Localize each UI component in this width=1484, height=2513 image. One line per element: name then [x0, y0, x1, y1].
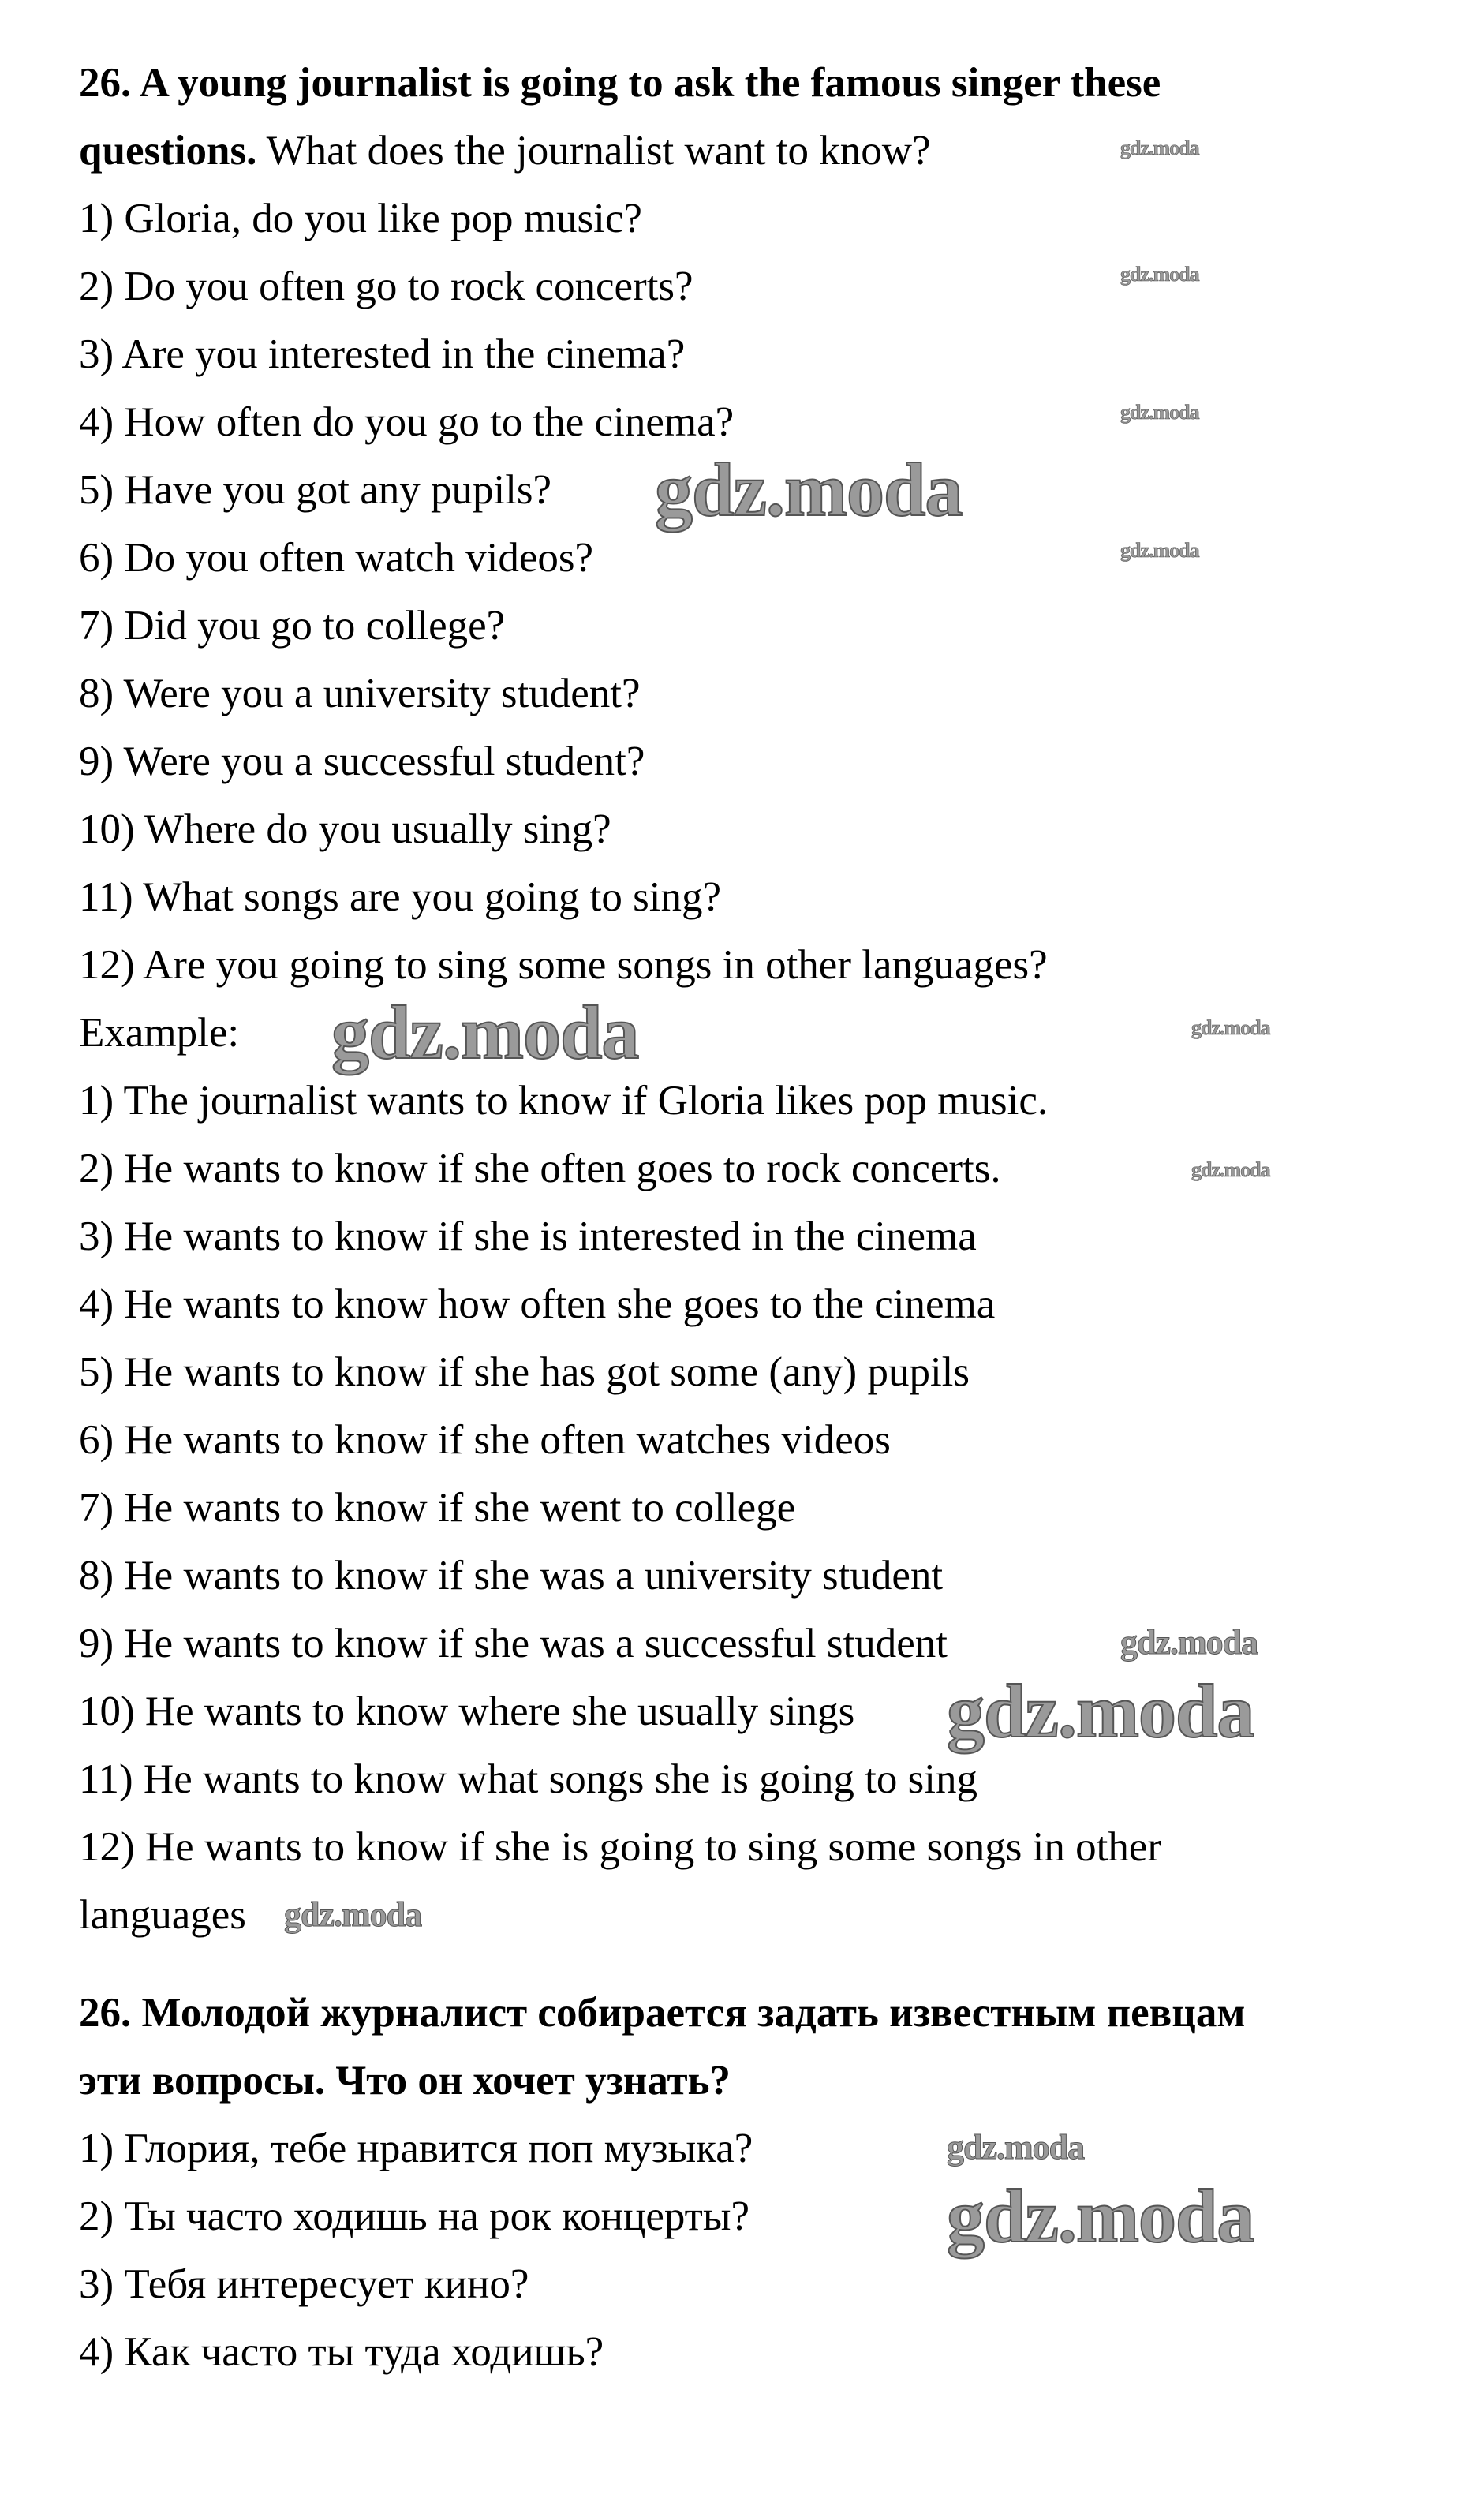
- russian-title: 26. Молодой журналист собирается задать известным певцам: [79, 1990, 1246, 2036]
- russian-question: 4) Как часто ты туда ходишь?: [79, 2329, 604, 2375]
- watermark: gdz.moda: [1120, 136, 1199, 159]
- document-page: [79, 49, 1245, 2386]
- watermark: gdz.moda: [655, 447, 963, 532]
- answer: 3) He wants to know if she is interested in the cinema: [79, 1213, 977, 1259]
- russian-question: 2) Ты часто ходишь на рок концерты?: [79, 2193, 749, 2239]
- question: 11) What songs are you going to sing?: [79, 874, 722, 920]
- answer: 8) He wants to know if she was a university student: [79, 1553, 944, 1599]
- title-rest: What does the journalist want to know?: [256, 128, 931, 174]
- answer: 5) He wants to know if she has got some (any) pupils: [79, 1349, 970, 1395]
- watermark: gdz.moda: [1120, 401, 1199, 424]
- watermark: gdz.moda: [947, 1669, 1254, 1753]
- question: 3) Are you interested in the cinema?: [79, 331, 686, 377]
- question: 2) Do you often go to rock concerts?: [79, 264, 693, 309]
- answer: 4) He wants to know how often she goes to the cinema: [79, 1281, 996, 1327]
- question: 7) Did you go to college?: [79, 603, 506, 649]
- watermark: gdz.moda: [1120, 539, 1199, 562]
- question: 9) Were you a successful student?: [79, 739, 645, 784]
- exercise-title-cont: [79, 117, 931, 185]
- exercise-title: [79, 49, 1161, 117]
- answer: 9) He wants to know if she was a successful student: [79, 1621, 948, 1666]
- watermark: gdz.moda: [331, 990, 639, 1075]
- russian-title-cont: эти вопросы. Что он хочет узнать?: [79, 2058, 731, 2104]
- answer: 12) He wants to know if she is going to sing some songs in other: [79, 1824, 1162, 1870]
- watermark: gdz.moda: [947, 2174, 1254, 2258]
- question: 8) Were you a university student?: [79, 671, 641, 716]
- answer: 7) He wants to know if she went to college: [79, 1485, 796, 1531]
- question: 10) Where do you usually sing?: [79, 806, 611, 852]
- russian-question: 3) Тебя интересует кино?: [79, 2261, 529, 2307]
- watermark: gdz.moda: [1120, 263, 1199, 286]
- example-label: Example:: [79, 1010, 240, 1056]
- watermark: gdz.moda: [1120, 1623, 1258, 1662]
- question: 12) Are you going to sing some songs in other languages?: [79, 942, 1048, 988]
- answer: 2) He wants to know if she often goes to rock concerts.: [79, 1146, 1001, 1191]
- question: 4) How often do you go to the cinema?: [79, 399, 735, 445]
- title-bold-2: questions.: [79, 128, 257, 174]
- watermark: gdz.moda: [1191, 1016, 1270, 1039]
- watermark: gdz.moda: [947, 2128, 1085, 2167]
- question: 5) Have you got any pupils?: [79, 467, 552, 513]
- answer: 1) The journalist wants to know if Gloria likes pop music.: [79, 1078, 1049, 1124]
- question: 1) Gloria, do you like pop music?: [79, 196, 642, 241]
- watermark: gdz.moda: [284, 1895, 422, 1934]
- watermark: gdz.moda: [1191, 1158, 1270, 1181]
- answer: 11) He wants to know what songs she is going to sing: [79, 1756, 977, 1802]
- answer: languages: [79, 1892, 246, 1938]
- russian-question: 1) Глория, тебе нравится поп музыка?: [79, 2126, 753, 2171]
- title-bold: 26. A young journalist is going to ask the famous singer these: [79, 60, 1161, 106]
- question: 6) Do you often watch videos?: [79, 535, 594, 581]
- answer: 6) He wants to know if she often watches videos: [79, 1417, 891, 1463]
- answer: 10) He wants to know where she usually sings: [79, 1688, 855, 1734]
